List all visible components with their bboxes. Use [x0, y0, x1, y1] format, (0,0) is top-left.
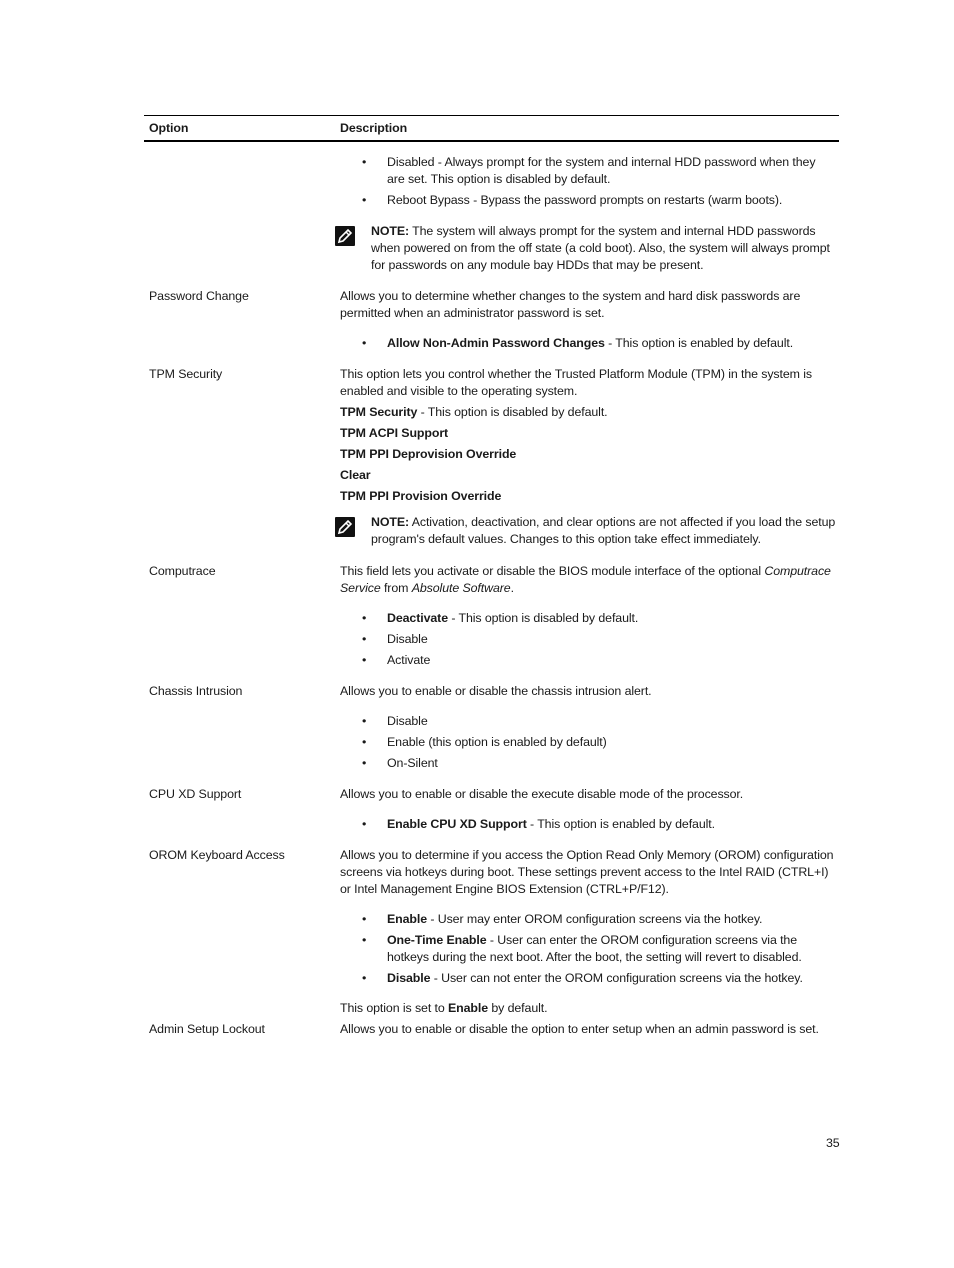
page-number: 35: [826, 1136, 840, 1150]
table-row-chassis-intrusion: [144, 683, 839, 772]
option-name: Chassis Intrusion: [149, 684, 243, 698]
table-header: [144, 115, 839, 142]
bullet-list: [340, 610, 836, 669]
setting-line: TPM PPI Provision Override: [340, 489, 502, 503]
table-row-tpm-security: [144, 366, 839, 548]
bullet-text: - This option is disabled by default.: [448, 611, 639, 625]
note-label: NOTE:: [371, 224, 410, 238]
option-description: Allows you to enable or disable the chassis intrusion alert.: [340, 684, 652, 698]
setting-bold: TPM Security: [340, 405, 418, 419]
note-pencil-icon: [335, 226, 355, 246]
option-description: Allows you to determine if you access the Option Read Only Memory (OROM) configuration screens via hotkeys during boot. These settings prevent access to the Intel RAID (CTRL+I) or Intel Management Engine BIOS Extension (CTRL+P/F12).: [340, 848, 834, 896]
default-note: [340, 1000, 836, 1017]
table-row-admin-setup-lockout: [144, 1021, 839, 1038]
default-text: by default.: [488, 1001, 548, 1015]
list-item: • On-Silent: [340, 755, 836, 772]
setting-line: Clear: [340, 468, 371, 482]
bullet-text: - This option is enabled by default.: [526, 817, 715, 831]
note-pencil-icon: [335, 517, 355, 537]
table-row-continuation: [144, 154, 839, 274]
list-item: • Reboot Bypass - Bypass the password prompts on restarts (warm boots).: [340, 192, 836, 209]
default-text: This option is set to: [340, 1001, 448, 1015]
option-description: Allows you to enable or disable the execute disable mode of the processor.: [340, 787, 744, 801]
default-bold: Enable: [448, 1001, 489, 1015]
option-name: OROM Keyboard Access: [149, 848, 285, 862]
option-name: Computrace: [149, 564, 216, 578]
bullet-list: [340, 713, 836, 772]
option-description: This option lets you control whether the Trusted Platform Module (TPM) in the system is enabled and visible to the operating system.: [340, 367, 812, 398]
list-item: [340, 911, 836, 928]
note-text: Activation, deactivation, and clear options are not affected if you load the setup program's default values. Changes to this option take effect immediately.: [371, 515, 836, 546]
setting-text: - This option is disabled by default.: [417, 405, 608, 419]
table-row-orom-keyboard-access: [144, 847, 839, 1017]
list-item: [340, 816, 836, 833]
table-row-password-change: [144, 288, 839, 352]
bullet-text: - User can enter the OROM configuration screens via the hotkeys during the next boot. After the boot, the setting will revert to disabled.: [387, 933, 802, 964]
setting-line: TPM ACPI Support: [340, 426, 449, 440]
options-table: [144, 115, 839, 1038]
note-block: [340, 223, 836, 274]
list-item: • Enable (this option is enabled by default): [340, 734, 836, 751]
list-item: [340, 932, 836, 966]
option-description: Allows you to determine whether changes to the system and hard disk passwords are permitted when an administrator password is set.: [340, 289, 801, 320]
header-description: Description: [340, 121, 408, 135]
note-label: NOTE:: [371, 515, 410, 529]
description-text: This field lets you activate or disable the BIOS module interface of the optional: [340, 564, 765, 578]
bullet-bold: Disable: [387, 971, 431, 985]
list-item: • Disable: [340, 631, 836, 648]
bullet-bold: Enable CPU XD Support: [387, 817, 527, 831]
bullet-bold: Allow Non-Admin Password Changes: [387, 336, 605, 350]
bullet-list: [340, 335, 836, 352]
setting-line: [340, 404, 836, 421]
list-item: [340, 970, 836, 987]
description-italic: Computrace Service: [340, 564, 831, 595]
description-italic: Absolute Software: [411, 581, 511, 595]
description-text: from: [380, 581, 412, 595]
option-name: CPU XD Support: [149, 787, 242, 801]
bullet-text: - This option is enabled by default.: [604, 336, 794, 350]
description-text: .: [510, 581, 514, 595]
option-name: Admin Setup Lockout: [149, 1022, 265, 1036]
bullet-bold: One-Time Enable: [387, 933, 487, 947]
table-row-computrace: [144, 563, 839, 669]
bullet-text: - User can not enter the OROM configuration screens via the hotkey.: [430, 971, 803, 985]
option-description: [340, 563, 836, 597]
bullet-list: [340, 911, 836, 987]
note-text: The system will always prompt for the system and internal HDD passwords when powered on from the off state (a cold boot). Also, the system will always prompt for passwords on any module bay HDDs that may be present.: [371, 224, 830, 272]
bullet-list: [340, 816, 836, 833]
header-option: Option: [149, 121, 189, 135]
list-item: • Disabled - Always prompt for the system and internal HDD password when they are set. This option is disabled by default.: [340, 154, 836, 188]
bullet-bold: Deactivate: [387, 611, 448, 625]
list-item: [340, 610, 836, 627]
bullet-text: - User may enter OROM configuration screens via the hotkey.: [427, 912, 763, 926]
table-row-cpu-xd-support: [144, 786, 839, 833]
note-block: [340, 514, 836, 548]
list-item: • Disable: [340, 713, 836, 730]
list-item: • Activate: [340, 652, 836, 669]
option-description: Allows you to enable or disable the option to enter setup when an admin password is set.: [340, 1022, 819, 1036]
option-name: Password Change: [149, 289, 249, 303]
bullet-list: [340, 154, 836, 209]
option-name: TPM Security: [149, 367, 223, 381]
bullet-bold: Enable: [387, 912, 428, 926]
list-item: [340, 335, 836, 352]
setting-line: TPM PPI Deprovision Override: [340, 447, 517, 461]
